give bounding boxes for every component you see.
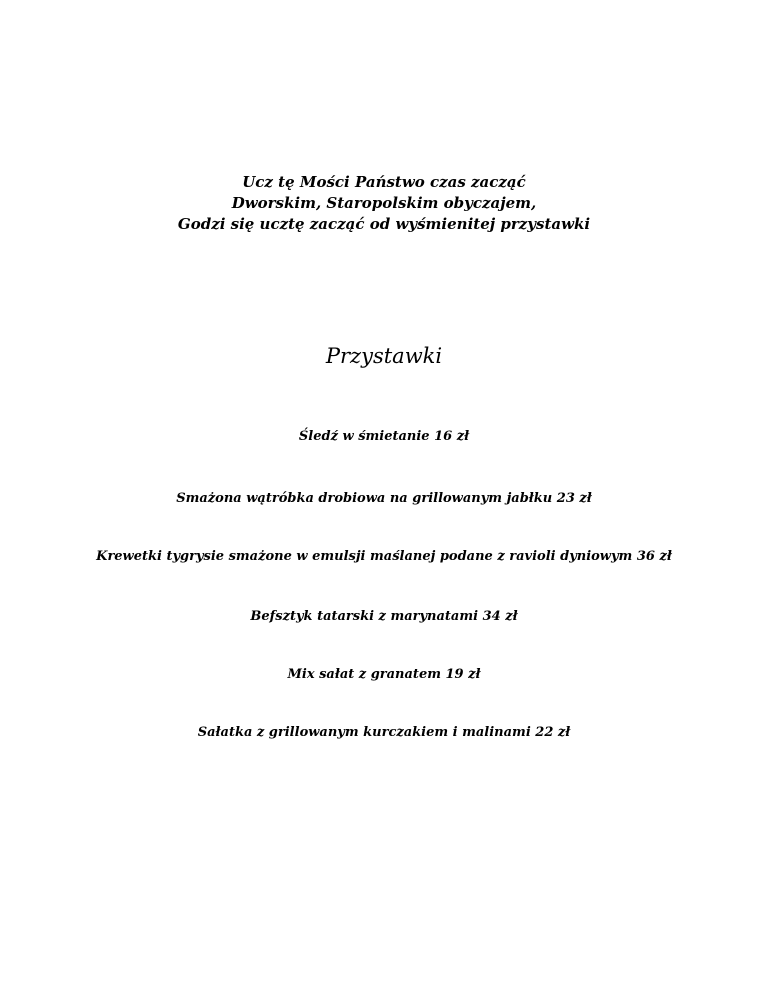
menu-item: Sałatka z grillowanym kurczakiem i malinami 22 zł xyxy=(197,725,571,740)
menu-item: Befsztyk tatarski z marynatami 34 zł xyxy=(250,609,518,624)
intro-line: Ucz tę Mości Państwo czas zacząć xyxy=(242,173,526,191)
intro-line: Dworskim, Staropolskim obyczajem, xyxy=(231,194,537,212)
menu-item: Smażona wątróbka drobiowa na grillowanym jabłku 23 zł xyxy=(176,491,592,506)
section-title: Przystawki xyxy=(325,344,443,368)
menu-item: Mix sałat z granatem 19 zł xyxy=(287,667,481,682)
intro-line: Godzi się ucztę zacząć od wyśmienitej przystawki xyxy=(177,215,591,233)
menu-item: Śledź w śmietanie 16 zł xyxy=(298,429,470,444)
menu-item: Krewetki tygrysie smażone w emulsji maślanej podane z ravioli dyniowym 36 zł xyxy=(96,549,672,564)
